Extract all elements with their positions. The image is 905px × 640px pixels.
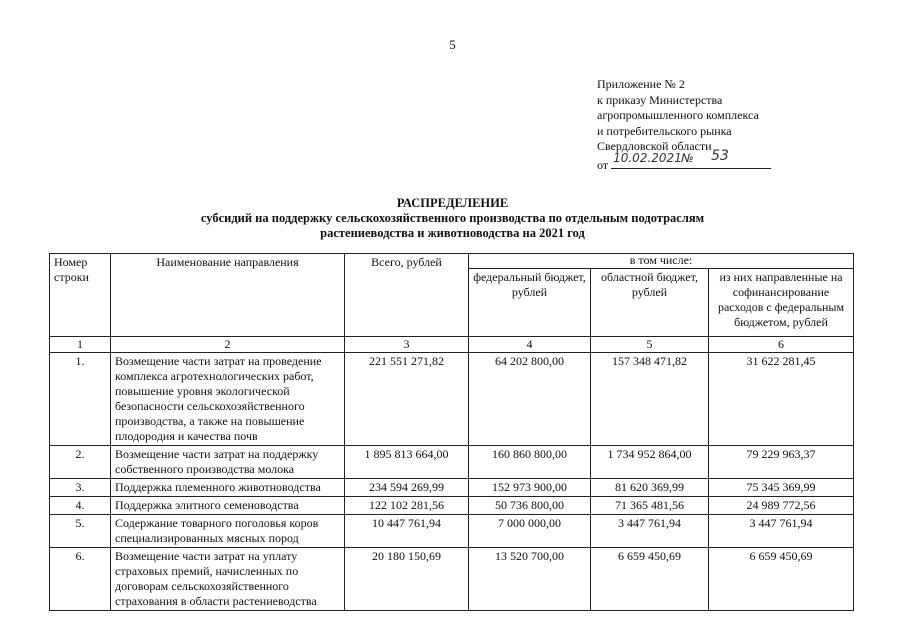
row-total: 234 594 269,99 bbox=[345, 479, 469, 497]
row-name: Возмещение части затрат на уплату страховых премий, начисленных по договорам сельскохозяйственного страхования в области растениеводства bbox=[111, 548, 345, 611]
col-number: 4 bbox=[469, 337, 591, 353]
row-cofin: 75 345 369,99 bbox=[709, 479, 854, 497]
row-federal: 13 520 700,00 bbox=[469, 548, 591, 611]
row-total: 20 180 150,69 bbox=[345, 548, 469, 611]
column-number-row bbox=[50, 337, 854, 353]
appendix-line: к приказу Министерства bbox=[597, 92, 723, 107]
handwritten-number: 53 bbox=[711, 147, 729, 164]
header-federal: федеральный бюджет, рублей bbox=[469, 269, 591, 337]
row-federal: 160 860 800,00 bbox=[469, 446, 591, 479]
row-total: 10 447 761,94 bbox=[345, 515, 469, 548]
title-line-1: субсидий на поддержку сельскохозяйственного производства по отдельным подотраслям bbox=[200, 211, 705, 225]
header-direction: Наименование направления bbox=[111, 254, 345, 337]
row-regional: 157 348 471,82 bbox=[591, 353, 709, 446]
row-cofin: 3 447 761,94 bbox=[709, 515, 854, 548]
col-number: 5 bbox=[591, 337, 709, 353]
row-regional: 81 620 369,99 bbox=[591, 479, 709, 497]
page-number: 5 bbox=[449, 37, 456, 52]
header-regional: областной бюджет, рублей bbox=[591, 269, 709, 337]
number-prefix: № bbox=[681, 150, 694, 165]
row-num: 3. bbox=[50, 479, 111, 497]
row-num: 2. bbox=[50, 446, 111, 479]
row-name: Содержание товарного поголовья коров специализированных мясных пород bbox=[111, 515, 345, 548]
appendix-line: и потребительского рынка bbox=[597, 123, 732, 138]
row-num: 6. bbox=[50, 548, 111, 611]
handwritten-date: 10.02.2021 bbox=[613, 150, 682, 165]
row-federal: 64 202 800,00 bbox=[469, 353, 591, 446]
row-cofin: 31 622 281,45 bbox=[709, 353, 854, 446]
header-cofin: из них направленные на софинансирование расходов с федеральным бюджетом, рублей bbox=[709, 269, 854, 337]
table-row bbox=[50, 353, 854, 446]
col-number: 2 bbox=[111, 337, 345, 353]
date-prefix: от bbox=[597, 157, 609, 172]
row-num: 1. bbox=[50, 353, 111, 446]
row-regional: 1 734 952 864,00 bbox=[591, 446, 709, 479]
row-name: Возмещение части затрат на проведение комплекса агротехнологических работ, повышение уровня экологической безопасности сельскохозяйственного производства, а также на повышение плодородия и качества почв bbox=[111, 353, 345, 446]
row-regional: 3 447 761,94 bbox=[591, 515, 709, 548]
header-total: Всего, рублей bbox=[345, 254, 469, 337]
appendix-block bbox=[597, 77, 787, 173]
row-total: 221 551 271,82 bbox=[345, 353, 469, 446]
table-row bbox=[50, 515, 854, 548]
row-name: Возмещение части затрат на поддержку собственного производства молока bbox=[111, 446, 345, 479]
title-line-2: растениеводства и животноводства на 2021 год bbox=[320, 226, 585, 240]
row-federal: 152 973 900,00 bbox=[469, 479, 591, 497]
title-heading: РАСПРЕДЕЛЕНИЕ bbox=[396, 196, 509, 210]
appendix-date-line bbox=[597, 147, 787, 174]
row-federal: 7 000 000,00 bbox=[469, 515, 591, 548]
appendix-line: агропромышленного комплекса bbox=[597, 108, 759, 122]
row-num: 4. bbox=[50, 497, 111, 515]
col-number: 3 bbox=[345, 337, 469, 353]
row-num: 5. bbox=[50, 515, 111, 548]
table-row bbox=[50, 497, 854, 515]
signature-line bbox=[611, 147, 771, 169]
header-including: в том числе: bbox=[469, 254, 854, 269]
row-total: 1 895 813 664,00 bbox=[345, 446, 469, 479]
table-row bbox=[50, 479, 854, 497]
row-name: Поддержка элитного семеноводства bbox=[111, 497, 345, 515]
row-cofin: 24 989 772,56 bbox=[709, 497, 854, 515]
row-cofin: 79 229 963,37 bbox=[709, 446, 854, 479]
subsidy-table bbox=[49, 253, 854, 611]
row-cofin: 6 659 450,69 bbox=[709, 548, 854, 611]
col-number: 6 bbox=[709, 337, 854, 353]
appendix-line: Приложение № 2 bbox=[597, 77, 685, 91]
col-number: 1 bbox=[50, 337, 111, 353]
document-title bbox=[0, 196, 905, 241]
appendix-line: Свердловской области bbox=[597, 139, 712, 153]
row-total: 122 102 281,56 bbox=[345, 497, 469, 515]
table-row bbox=[50, 548, 854, 611]
header-row-num: Номер строки bbox=[50, 254, 111, 337]
row-regional: 71 365 481,56 bbox=[591, 497, 709, 515]
header-row bbox=[50, 254, 854, 269]
row-federal: 50 736 800,00 bbox=[469, 497, 591, 515]
row-regional: 6 659 450,69 bbox=[591, 548, 709, 611]
table-row bbox=[50, 446, 854, 479]
row-name: Поддержка племенного животноводства bbox=[111, 479, 345, 497]
